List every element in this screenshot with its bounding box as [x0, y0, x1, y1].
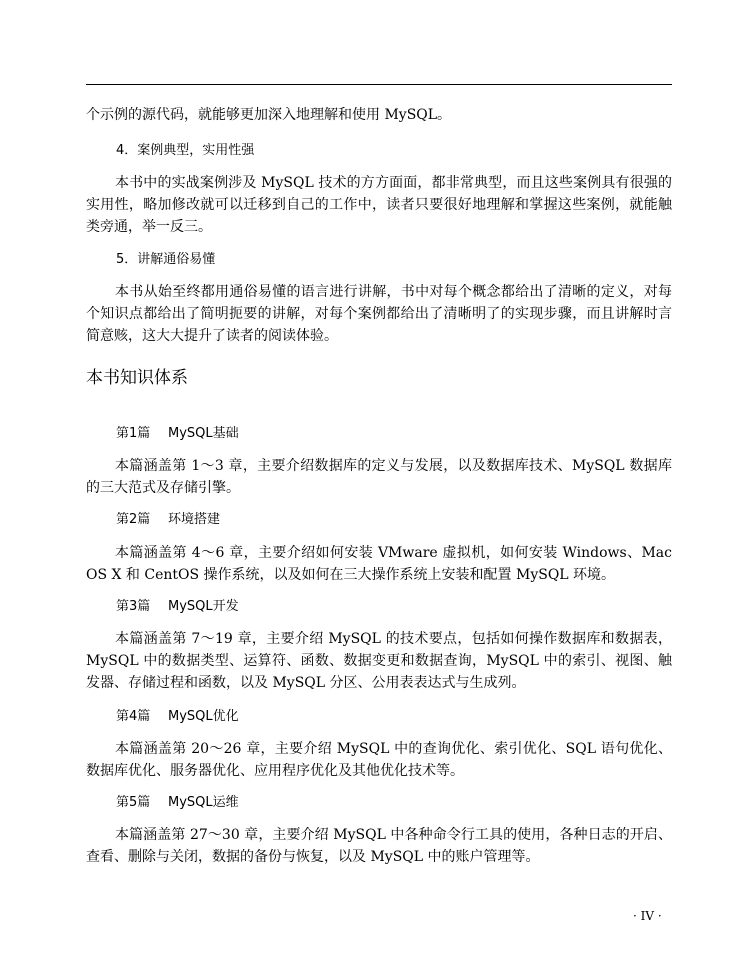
part-number: 第2篇 — [116, 512, 151, 527]
part-body-1: 本篇涵盖第 1～3 章，主要介绍数据库的定义与发展，以及数据库技术、MySQL 数据库的三大范式及存储引擎。 — [86, 458, 672, 496]
part-name: MySQL开发 — [168, 599, 239, 614]
part-number: 第1篇 — [116, 426, 151, 441]
part-number: 第5篇 — [116, 795, 151, 810]
part-heading-5 — [116, 793, 239, 813]
header-rule — [86, 84, 672, 85]
page-number: · IV · — [633, 909, 662, 923]
feature-body-5: 本书从始至终都用通俗易懂的语言进行讲解，书中对每个概念都给出了清晰的定义，对每个知识点都给出了简明扼要的讲解，对每个案例都给出了清晰明了的实现步骤，而且讲解时言简意赅，这大大提升了读者的阅读体验。 — [86, 284, 672, 344]
part-heading-2 — [116, 510, 220, 530]
part-name: 环境搭建 — [168, 512, 221, 527]
part-heading-3 — [116, 597, 239, 617]
feature-body-4: 本书中的实战案例涉及 MySQL 技术的方方面面，都非常典型，而且这些案例具有很强的实用性，略加修改就可以迁移到自己的工作中，读者只要很好地理解和掌握这些案例，就能触类旁通，举一反三。 — [86, 175, 672, 235]
continuation-paragraph: 个示例的源代码，就能够更加深入地理解和使用 MySQL。 — [86, 107, 452, 123]
part-name: MySQL基础 — [168, 426, 239, 441]
part-heading-1 — [116, 424, 239, 444]
part-number: 第3篇 — [116, 599, 151, 614]
part-number: 第4篇 — [116, 709, 151, 724]
part-name: MySQL优化 — [168, 709, 239, 724]
part-body-3: 本篇涵盖第 7～19 章，主要介绍 MySQL 的技术要点，包括如何操作数据库和数据表，MySQL 中的数据类型、运算符、函数、数据变更和数据查询，MySQL 中的索引、视图、触发器、存储过程和函数，以及 MySQL 分区、公用表表达式与生成列。 — [86, 631, 672, 691]
part-body-2: 本篇涵盖第 4～6 章，主要介绍如何安装 VMware 虚拟机，如何安装 Windows、Mac OS X 和 CentOS 操作系统，以及如何在三大操作系统上安装和配置 MySQL 环境。 — [86, 545, 672, 583]
part-body-4: 本篇涵盖第 20～26 章，主要介绍 MySQL 中的查询优化、索引优化、SQL 语句优化、数据库优化、服务器优化、应用程序优化及其他优化技术等。 — [86, 741, 672, 779]
part-body-5: 本篇涵盖第 27～30 章，主要介绍 MySQL 中各种命令行工具的使用，各种日志的开启、查看、删除与关闭，数据的备份与恢复，以及 MySQL 中的账户管理等。 — [86, 827, 672, 865]
part-name: MySQL运维 — [168, 795, 239, 810]
feature-heading-4: 4．案例典型，实用性强 — [116, 143, 255, 158]
feature-heading-5: 5．讲解通俗易懂 — [116, 252, 216, 267]
section-title: 本书知识体系 — [86, 368, 188, 388]
part-heading-4 — [116, 707, 239, 727]
